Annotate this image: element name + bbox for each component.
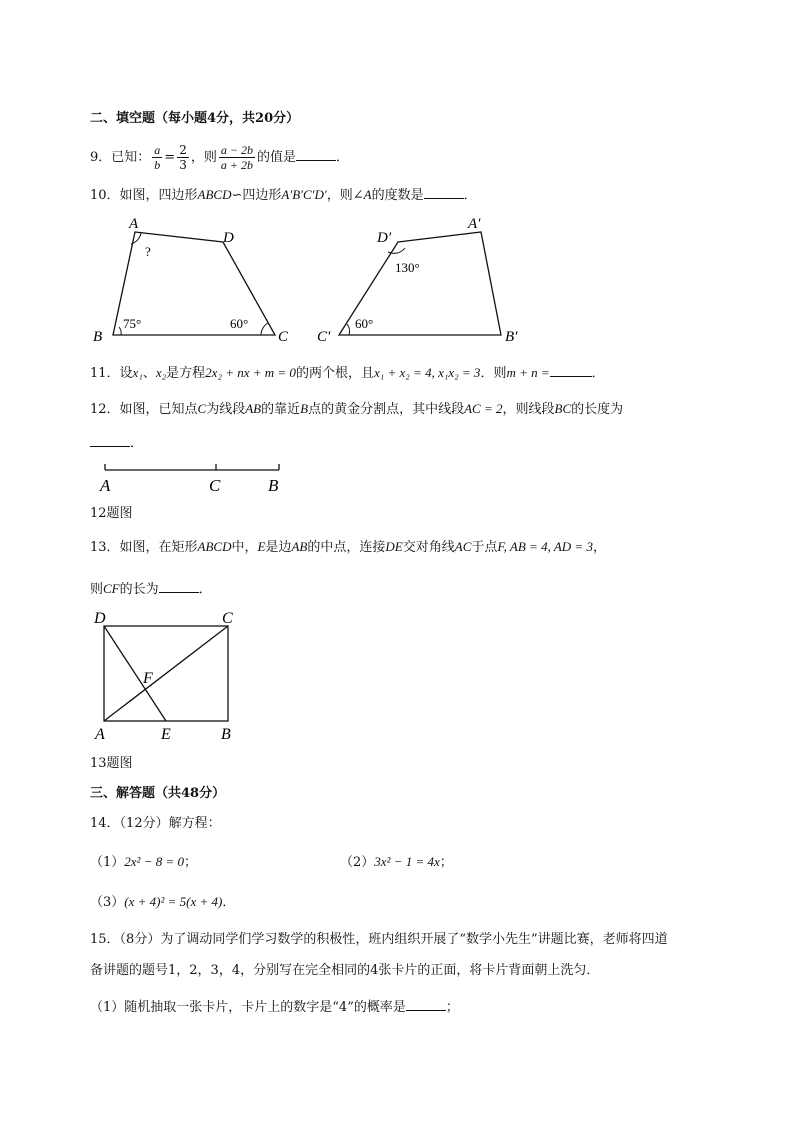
q13-text-a: 13．如图，在矩形 xyxy=(90,540,198,555)
q11-answer-blank[interactable] xyxy=(550,362,592,377)
q15-p1-text: （1）随机抽取一张卡片，卡片上的数字是“4”的概率是 xyxy=(90,1000,406,1015)
q10-end: ． xyxy=(463,188,477,203)
question-10 xyxy=(90,184,477,205)
q13-given: F, AB = 4, AD = 3 xyxy=(497,539,593,554)
q11-sep: 、 xyxy=(142,366,156,381)
q13-line2-b: 的长为 xyxy=(119,582,159,597)
q12-ac: AC = 2 xyxy=(464,401,503,416)
label-b-prime: B′ xyxy=(505,329,518,345)
q10-figure xyxy=(85,210,545,350)
q13-text-g: ， xyxy=(592,540,606,555)
q9-end: ． xyxy=(335,150,349,165)
q15-answer-blank[interactable] xyxy=(406,996,446,1011)
q9-given-den: b xyxy=(154,158,161,172)
section-heading-solve: 三、解答题（共48分） xyxy=(90,786,226,801)
label-f: F xyxy=(143,670,153,687)
label-angle-c: 60° xyxy=(230,316,249,331)
label-d-prime: D′ xyxy=(377,230,392,246)
q9-given-num: a xyxy=(154,143,161,157)
q9-ratio-den: 3 xyxy=(179,158,187,172)
q9-suffix: 的值是 xyxy=(256,150,296,165)
q14-part-2 xyxy=(340,853,453,872)
label-unknown-angle: ? xyxy=(145,244,151,259)
q12-c: C xyxy=(197,401,207,416)
q9-ratio-num: 2 xyxy=(179,143,187,157)
q13-text-b: 中， xyxy=(231,540,258,555)
q11-condition: x₁ + x₂ = 4, x₁x₂ = 3 xyxy=(373,365,481,380)
q15-part-1 xyxy=(90,996,459,1017)
q13-ac: AC xyxy=(454,539,472,554)
q11-text-c: 的两个根，且 xyxy=(295,366,374,381)
q12-b: B xyxy=(300,401,309,416)
q11-end: ． xyxy=(591,366,605,381)
q13-figure xyxy=(88,605,248,745)
label-angle-b: 75° xyxy=(123,316,142,331)
label-a-prime: A′ xyxy=(468,216,481,232)
label-a: A xyxy=(129,216,139,232)
q13-line2-a: 则 xyxy=(90,582,104,597)
angle-c-arc xyxy=(261,323,268,335)
angle-c2-arc xyxy=(347,324,350,335)
q12-caption: 12题图 xyxy=(90,506,133,521)
q11-text-d: ．则 xyxy=(480,366,507,381)
q9-given-fraction xyxy=(152,143,162,172)
q14-p3-label: （3） xyxy=(90,895,125,910)
label-c: C xyxy=(222,610,233,627)
q13-text-f: 于点 xyxy=(471,540,498,555)
q14-p1-end: ； xyxy=(184,855,198,870)
segment-de xyxy=(104,626,166,721)
label-c: C xyxy=(209,476,221,495)
q14-p2-end: ； xyxy=(439,855,453,870)
q12-bc: BC xyxy=(554,401,572,416)
q15-p1-end: ； xyxy=(445,1000,459,1015)
q11-equation: 2x₂ + nx + m = 0 xyxy=(205,365,296,380)
q9-prefix: 9．已知： xyxy=(90,150,151,165)
q14-part-1 xyxy=(90,853,197,872)
label-angle-c-prime: 60° xyxy=(355,316,374,331)
q13-cf: CF xyxy=(103,581,120,596)
q13-caption: 13题图 xyxy=(90,756,133,771)
question-15-line2: 备讲题的题号1，2，3，4，分别写在完全相同的4张卡片的正面，将卡片背面朝上洗匀． xyxy=(90,963,600,978)
q14-p2-label: （2） xyxy=(340,855,375,870)
q11-x1: x₁ xyxy=(132,365,143,380)
q9-ratio-fraction xyxy=(177,143,189,172)
angle-d2-arc xyxy=(388,248,405,253)
q12-end: ． xyxy=(130,436,144,451)
question-13-line2 xyxy=(90,578,212,599)
q12-ab: AB xyxy=(245,401,262,416)
q14-p2-equation: 3x² − 1 = 4x xyxy=(374,854,440,869)
q12-text-d: 点的黄金分割点，其中线段 xyxy=(308,402,465,417)
q13-end: ． xyxy=(198,582,212,597)
q10-similar-symbol: ∽ xyxy=(231,188,243,203)
label-c-prime: C′ xyxy=(317,329,331,345)
q11-text-a: 11．设 xyxy=(90,366,133,381)
q10-text-d: 的度数是 xyxy=(371,188,424,203)
question-9 xyxy=(90,138,349,178)
label-c: C xyxy=(278,329,289,345)
q10-text-b: 四边形 xyxy=(242,188,282,203)
label-b: B xyxy=(93,329,103,345)
q14-part-3 xyxy=(90,893,235,912)
q11-x2: x₂ xyxy=(155,365,167,380)
q14-p3-end: ． xyxy=(222,895,236,910)
question-14-title: 14．（12分）解方程： xyxy=(90,816,221,831)
q12-text-c: 的靠近 xyxy=(261,402,301,417)
q11-text-b: 是方程 xyxy=(166,366,206,381)
q13-text-c: 是边 xyxy=(265,540,292,555)
q13-answer-blank[interactable] xyxy=(159,578,199,593)
question-13 xyxy=(90,538,606,557)
q10-text-c: ，则∠ xyxy=(326,188,364,203)
q10-answer-blank[interactable] xyxy=(424,184,464,199)
q13-ab: AB xyxy=(291,539,308,554)
q12-text-f: 的长度为 xyxy=(571,402,624,417)
label-a: A xyxy=(95,726,105,743)
q10-text-a: 10．如图，四边形 xyxy=(90,188,198,203)
question-12 xyxy=(90,400,623,419)
q12-text-e: ，则线段 xyxy=(502,402,555,417)
question-15-line1: 15．（8分）为了调动同学们学习数学的积极性，班内组织开展了“数学小先生”讲题比赛，老师将四道 xyxy=(90,932,668,947)
q13-text-d: 的中点，连接 xyxy=(307,540,386,555)
q12-answer-line xyxy=(90,432,143,453)
q12-text-a: 12．如图，已知点 xyxy=(90,402,198,417)
q13-de: DE xyxy=(385,539,403,554)
q14-p1-equation: 2x² − 8 = 0 xyxy=(124,854,184,869)
q9-expression-fraction xyxy=(219,143,255,172)
q9-expr-num: a − 2b xyxy=(220,143,253,157)
q9-answer-blank[interactable] xyxy=(296,146,336,161)
q10-quad1: ABCD xyxy=(197,187,232,202)
angle-b-arc xyxy=(119,327,121,335)
q9-mid-text: ，则 xyxy=(190,150,217,165)
q12-answer-blank[interactable] xyxy=(90,432,130,447)
label-a: A xyxy=(100,476,111,495)
label-angle-d-prime: 130° xyxy=(395,260,420,275)
q14-p1-label: （1） xyxy=(90,855,125,870)
q13-e: E xyxy=(257,539,266,554)
question-11 xyxy=(90,362,605,383)
q12-figure xyxy=(95,458,295,498)
label-b: B xyxy=(221,726,231,743)
section-heading-fill-blank: 二、填空题（每小题4分，共20分） xyxy=(90,111,300,126)
q13-abcd: ABCD xyxy=(197,539,232,554)
label-d: D xyxy=(94,610,106,627)
q9-equals: = xyxy=(164,150,176,165)
q9-expr-den: a + 2b xyxy=(220,158,253,172)
diagonal-ac xyxy=(104,626,228,721)
label-d: D xyxy=(223,230,234,246)
q13-text-e: 交对角线 xyxy=(402,540,455,555)
q14-p3-equation: (x + 4)² = 5(x + 4) xyxy=(124,894,223,909)
q10-angle: A xyxy=(363,187,372,202)
label-b: B xyxy=(268,476,279,495)
q11-ask: m + n = xyxy=(506,365,550,380)
q12-text-b: 为线段 xyxy=(206,402,246,417)
label-e: E xyxy=(161,726,171,743)
q10-quad2: A′B′C′D′ xyxy=(281,187,327,202)
